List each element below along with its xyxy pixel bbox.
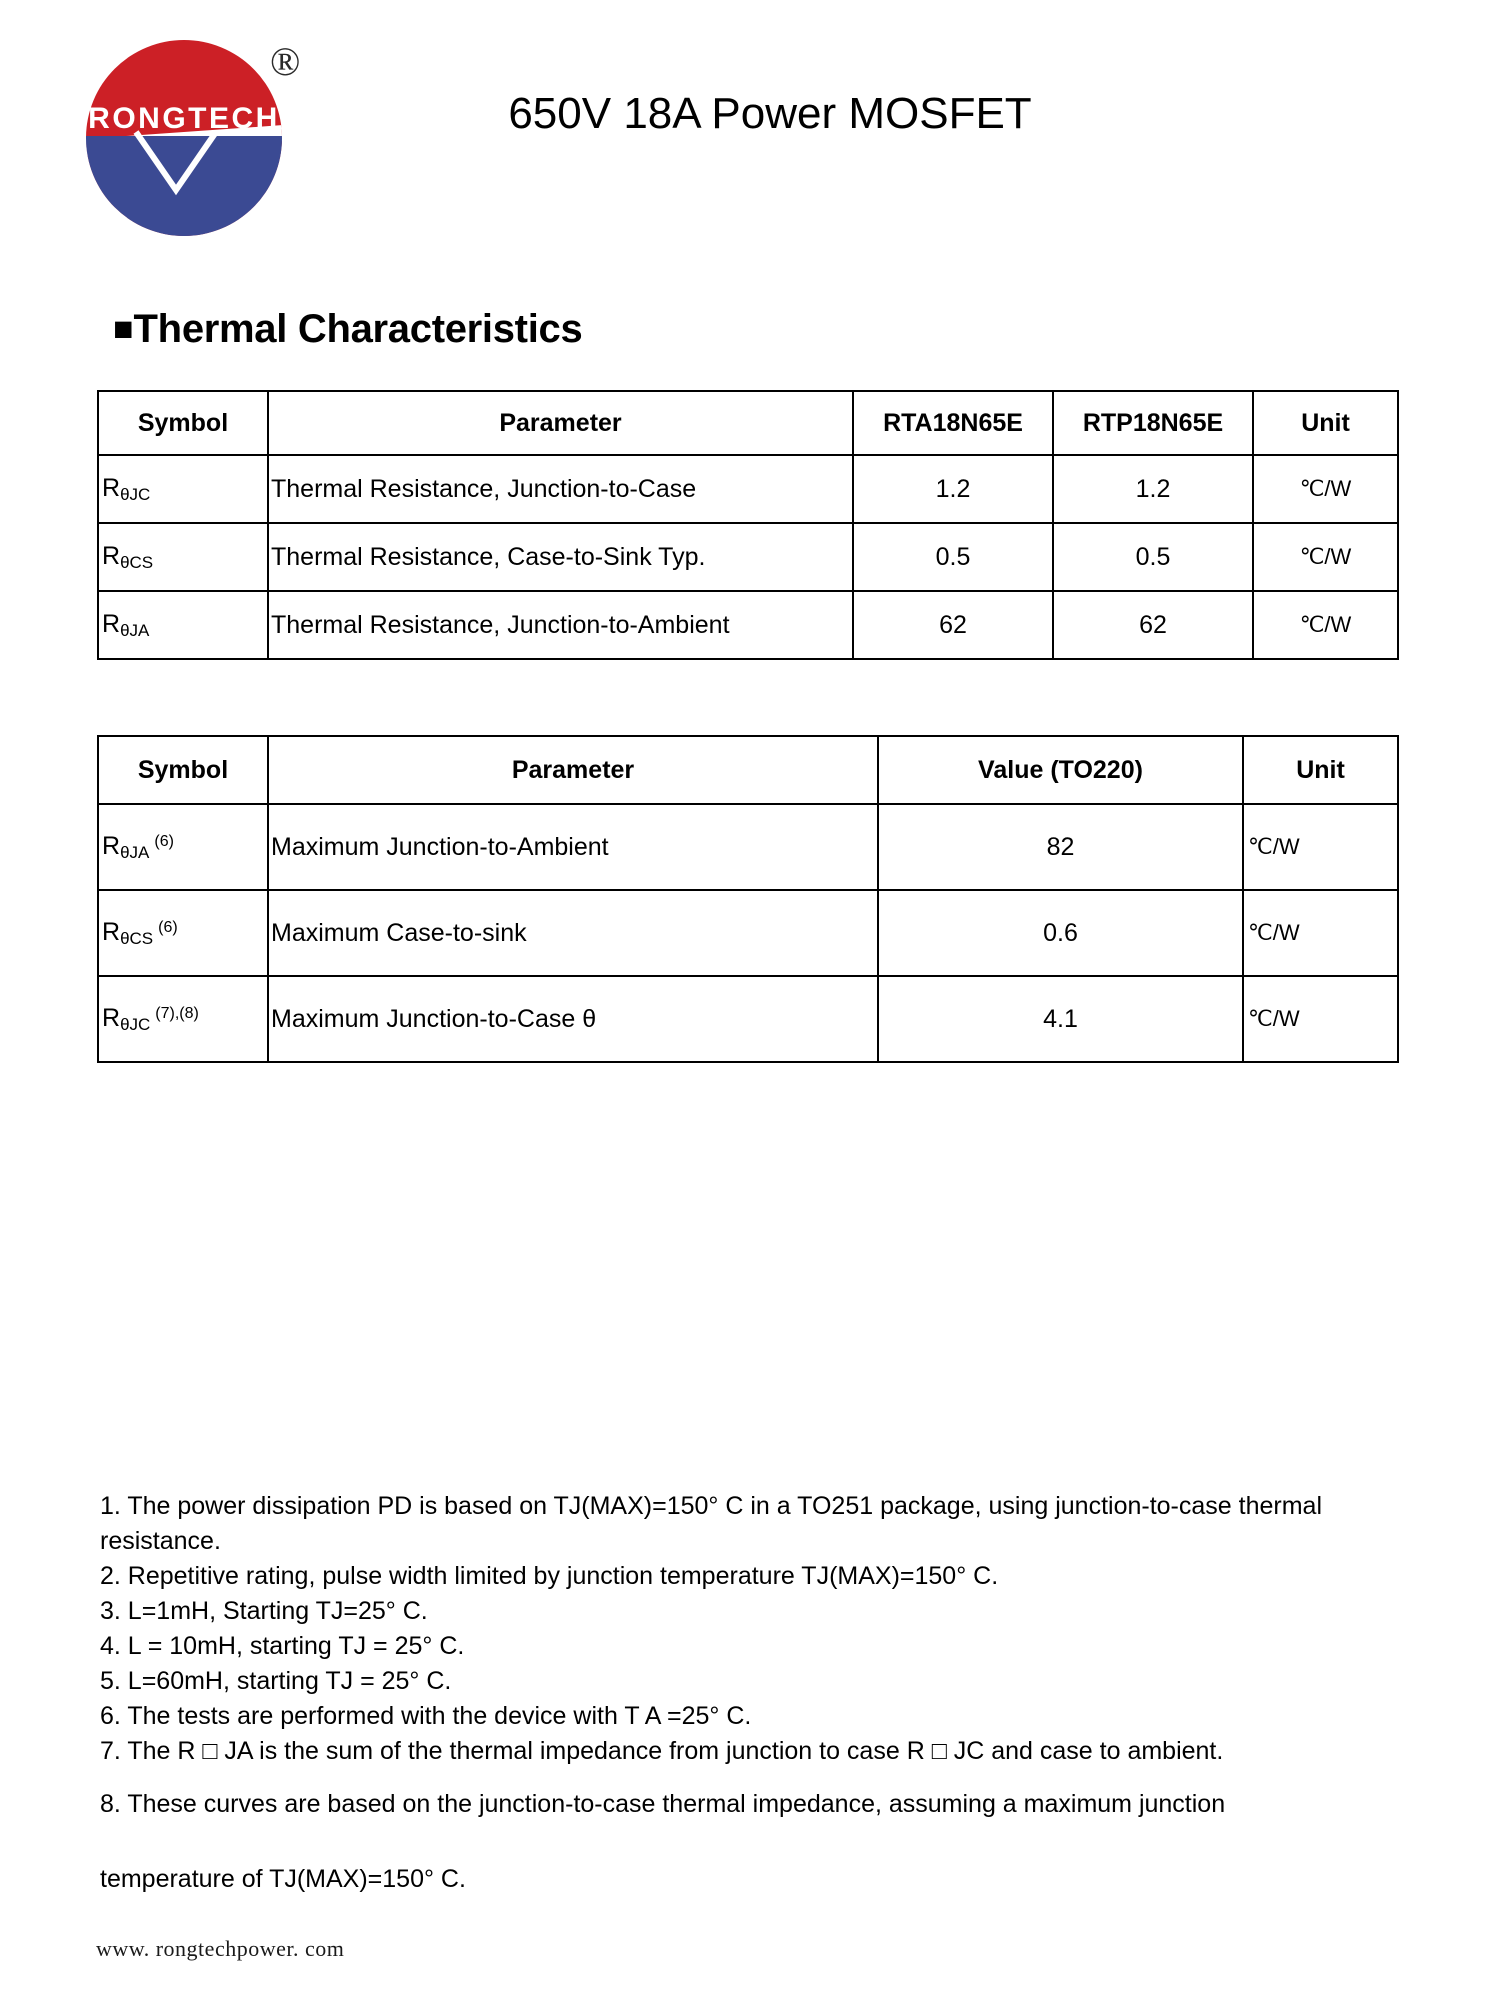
cell-symbol [98, 804, 268, 890]
cell-symbol [98, 890, 268, 976]
symbol-base: R [102, 473, 121, 502]
page-title: 650V 18A Power MOSFET [508, 89, 1032, 138]
cell-unit: ℃/W [1253, 591, 1398, 659]
footnote-3: 3. L=1mH, Starting TJ=25° C. [100, 1597, 428, 1625]
cell-symbol [98, 591, 268, 659]
cell-value: 4.1 [878, 976, 1243, 1062]
logo-brand-text: RONGTECH [88, 102, 280, 135]
footnotes-list [100, 1489, 1390, 1897]
symbol-subscript: θJA [120, 842, 150, 862]
footnote-5: 5. L=60mH, starting TJ = 25° C. [100, 1667, 452, 1695]
symbol-subscript: θJC [120, 1014, 151, 1034]
cell-parameter: Maximum Junction-to-Ambient [268, 804, 878, 890]
thermal-characteristics-table [97, 390, 1399, 660]
cell-unit: ℃/W [1243, 890, 1398, 976]
cell-symbol [98, 455, 268, 523]
table-header-row [98, 391, 1398, 455]
column-header-parameter: Parameter [268, 736, 878, 804]
logo-v-check-icon [130, 128, 222, 214]
cell-rta-value: 0.5 [853, 523, 1053, 591]
cell-rtp-value: 0.5 [1053, 523, 1253, 591]
symbol-subscript: θCS [120, 928, 154, 948]
registered-trademark-icon: ® [270, 39, 301, 84]
table-row [98, 804, 1398, 890]
table-row [98, 890, 1398, 976]
table-row [98, 976, 1398, 1062]
column-header-symbol: Symbol [98, 736, 268, 804]
symbol-subscript: θJA [120, 620, 150, 640]
cell-rtp-value: 62 [1053, 591, 1253, 659]
symbol-footnote-ref: (7),(8) [155, 1004, 199, 1022]
footnote-7: 7. The R □ JA is the sum of the thermal impedance from junction to case R □ JC and case to ambient. [100, 1737, 1224, 1765]
footnote-2: 2. Repetitive rating, pulse width limited by junction temperature TJ(MAX)=150° C. [100, 1562, 999, 1590]
column-header-rta18n65e: RTA18N65E [853, 391, 1053, 455]
column-header-symbol: Symbol [98, 391, 268, 455]
square-bullet-icon: ■ [113, 310, 134, 348]
column-header-parameter: Parameter [268, 391, 853, 455]
table-row [98, 523, 1398, 591]
symbol-base: R [102, 1003, 121, 1032]
footnote-6: 6. The tests are performed with the device with T A =25° C. [100, 1702, 752, 1730]
column-header-unit: Unit [1253, 391, 1398, 455]
cell-value: 82 [878, 804, 1243, 890]
cell-unit: ℃/W [1253, 455, 1398, 523]
cell-parameter: Thermal Resistance, Junction-to-Ambient [268, 591, 853, 659]
page-header [0, 0, 1500, 240]
cell-parameter: Maximum Junction-to-Case θ [268, 976, 878, 1062]
section-heading [113, 306, 582, 352]
cell-value: 0.6 [878, 890, 1243, 976]
company-logo [78, 24, 301, 234]
cell-rta-value: 1.2 [853, 455, 1053, 523]
table-row [98, 591, 1398, 659]
footnote-8-continued: temperature of TJ(MAX)=150° C. [100, 1865, 466, 1893]
symbol-footnote-ref: (6) [158, 918, 178, 936]
cell-rtp-value: 1.2 [1053, 455, 1253, 523]
cell-symbol [98, 976, 268, 1062]
table-header-row [98, 736, 1398, 804]
cell-parameter: Maximum Case-to-sink [268, 890, 878, 976]
column-header-value-to220: Value (TO220) [878, 736, 1243, 804]
cell-parameter: Thermal Resistance, Junction-to-Case [268, 455, 853, 523]
cell-parameter: Thermal Resistance, Case-to-Sink Typ. [268, 523, 853, 591]
footer-website-url: www. rongtechpower. com [96, 1936, 345, 1961]
symbol-base: R [102, 609, 121, 638]
cell-symbol [98, 523, 268, 591]
column-header-unit: Unit [1243, 736, 1398, 804]
section-heading-label: Thermal Characteristics [133, 307, 583, 351]
thermal-to220-table [97, 735, 1399, 1063]
footnote-4: 4. L = 10mH, starting TJ = 25° C. [100, 1632, 465, 1660]
cell-rta-value: 62 [853, 591, 1053, 659]
cell-unit: ℃/W [1243, 976, 1398, 1062]
symbol-subscript: θJC [120, 484, 151, 504]
cell-unit: ℃/W [1243, 804, 1398, 890]
symbol-subscript: θCS [120, 552, 154, 572]
cell-unit: ℃/W [1253, 523, 1398, 591]
table-row [98, 455, 1398, 523]
column-header-rtp18n65e: RTP18N65E [1053, 391, 1253, 455]
footnote-8: 8. These curves are based on the junction-to-case thermal impedance, assuming a maximum junction [100, 1790, 1226, 1818]
symbol-base: R [102, 541, 121, 570]
symbol-base: R [102, 831, 121, 860]
symbol-base: R [102, 917, 121, 946]
footnote-1: 1. The power dissipation PD is based on TJ(MAX)=150° C in a TO251 package, using junction-to-case thermal resistance. [100, 1492, 1322, 1555]
symbol-footnote-ref: (6) [154, 832, 174, 850]
